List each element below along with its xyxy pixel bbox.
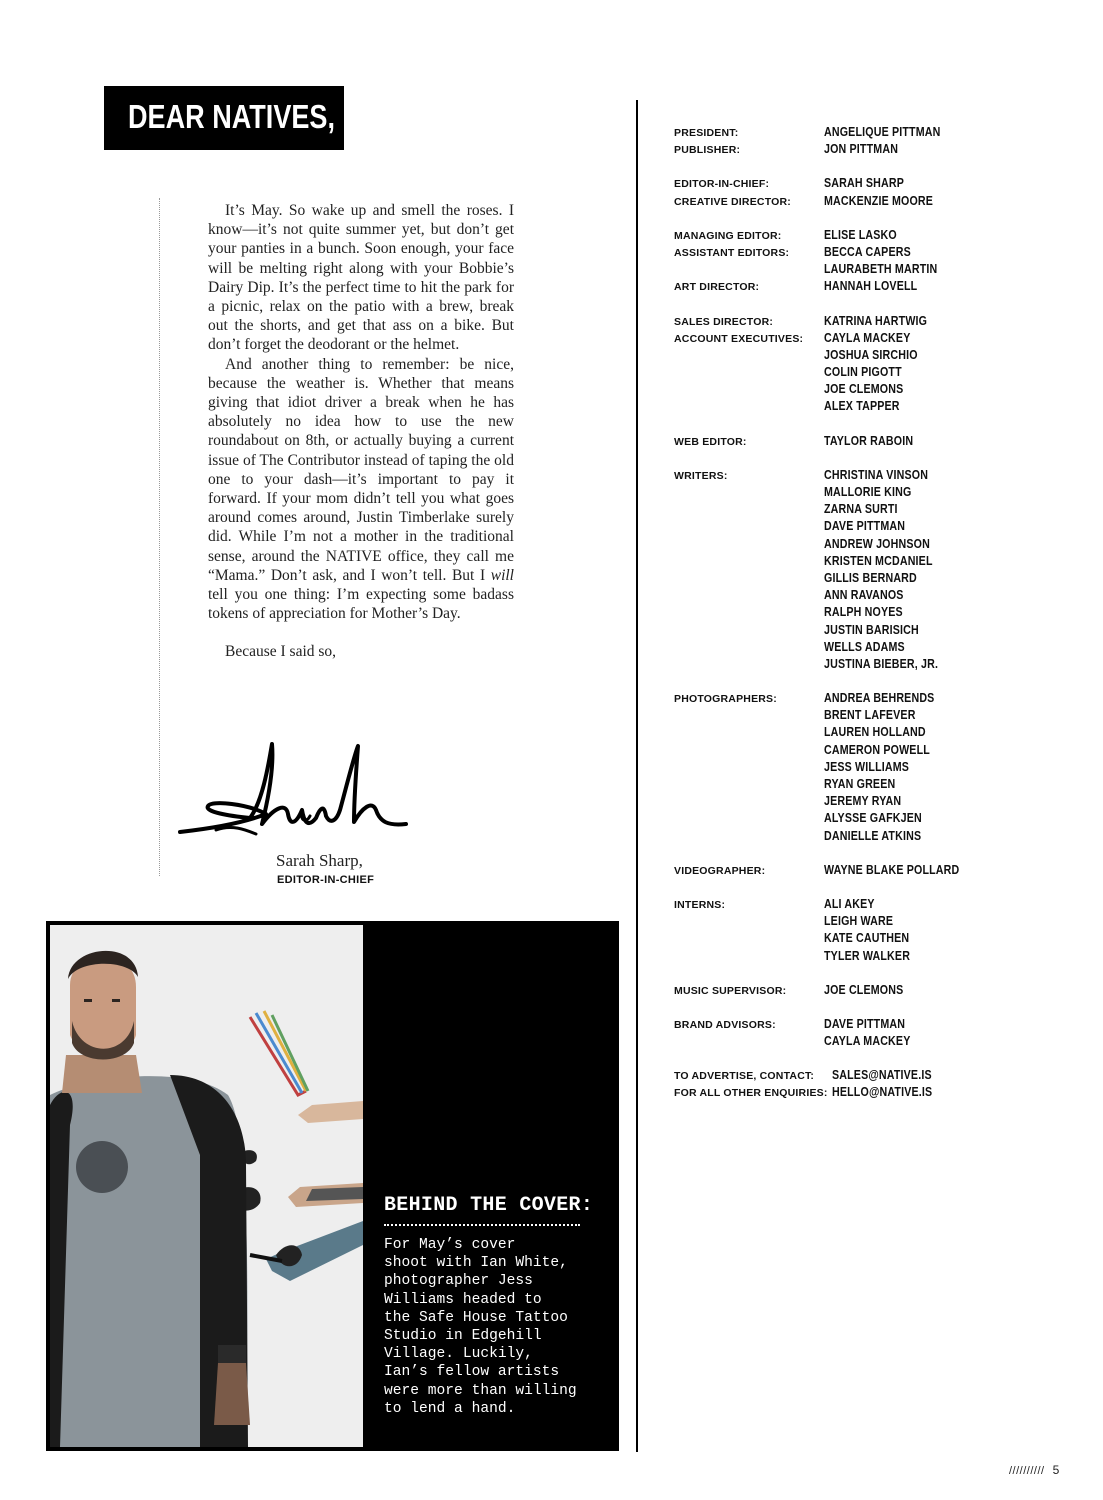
masthead-row: [674, 381, 1004, 398]
masthead-name: LAURABETH MARTIN: [824, 261, 938, 277]
masthead-group: [674, 982, 1004, 999]
masthead-name: BECCA CAPERS: [824, 243, 911, 259]
masthead-name: JOSHUA SIRCHIO: [824, 346, 918, 362]
masthead-row: [674, 1067, 1004, 1084]
header-banner: [104, 86, 344, 150]
masthead-role: TO ADVERTISE, CONTACT:: [674, 1070, 815, 1083]
masthead-row: [674, 570, 1004, 587]
masthead-row: [674, 433, 1004, 450]
masthead-row: [674, 244, 1004, 261]
masthead-row: [674, 793, 1004, 810]
masthead-name: SARAH SHARP: [824, 175, 904, 191]
masthead-group: [674, 124, 1004, 158]
masthead-contact: [674, 1067, 1004, 1101]
masthead-group: [674, 227, 1004, 296]
cover-caption: For May’s cover shoot with Ian White, photographer Jess Williams headed to the Safe House Tattoo Studio in Edgehill Village. Luckily, Ian’s fellow artists were more than willing to lend a hand.: [384, 1237, 577, 1417]
masthead-role: PRESIDENT:: [674, 127, 739, 139]
masthead-row: [674, 330, 1004, 347]
masthead-role: PHOTOGRAPHERS:: [674, 693, 777, 706]
masthead-name: JOE CLEMONS: [824, 981, 904, 997]
masthead-role: BRAND ADVISORS:: [674, 1018, 776, 1031]
masthead: [674, 124, 1004, 1119]
masthead-row: [674, 501, 1004, 518]
masthead-row: [674, 278, 1004, 295]
masthead-name: GILLIS BERNARD: [824, 569, 917, 585]
masthead-name: ANN RAVANOS: [824, 587, 904, 603]
masthead-role: WEB EDITOR:: [674, 435, 747, 448]
editor-letter: [208, 201, 514, 662]
cover-photo: [50, 925, 363, 1447]
letter-paragraph-2: [208, 355, 514, 624]
masthead-name: ALI AKEY: [824, 895, 875, 911]
masthead-row: [674, 828, 1004, 845]
cover-photo-illustration: [50, 925, 363, 1447]
masthead-name: HELLO@NATIVE.IS: [832, 1084, 933, 1100]
masthead-role: SALES DIRECTOR:: [674, 315, 774, 328]
footer-slashes: //////////: [1009, 1465, 1045, 1477]
masthead-group: [674, 896, 1004, 965]
masthead-row: [674, 484, 1004, 501]
masthead-row: [674, 587, 1004, 604]
masthead-name: JUSTIN BARISICH: [824, 621, 919, 637]
masthead-row: [674, 810, 1004, 827]
masthead-group: [674, 1016, 1004, 1050]
masthead-role: INTERNS:: [674, 898, 726, 911]
masthead-role: WRITERS:: [674, 469, 728, 482]
masthead-row: [674, 948, 1004, 965]
masthead-name: LAUREN HOLLAND: [824, 724, 926, 740]
masthead-name: JOE CLEMONS: [824, 381, 904, 397]
masthead-row: [674, 913, 1004, 930]
masthead-role: ART DIRECTOR:: [674, 281, 760, 294]
masthead-name: RYAN GREEN: [824, 776, 896, 791]
masthead-name: MACKENZIE MOORE: [824, 192, 934, 208]
page-number: 5: [1052, 1463, 1060, 1477]
masthead-role: ACCOUNT EXECUTIVES:: [674, 332, 804, 345]
masthead-name: CAYLA MACKEY: [824, 329, 911, 345]
masthead-name: WAYNE BLAKE POLLARD: [824, 861, 960, 877]
column-divider: [636, 100, 638, 1452]
masthead-row: [674, 193, 1004, 210]
letter-dotted-rule: [159, 198, 160, 876]
masthead-name: JUSTINA BIEBER, JR.: [824, 655, 939, 671]
masthead-name: CAYLA MACKEY: [824, 1033, 911, 1049]
masthead-name: ANGELIQUE PITTMAN: [824, 124, 941, 139]
letter-paragraph-2-end: tell you one thing: I’m expecting some badass tokens of appreciation for Mother’s Day.: [208, 586, 514, 623]
masthead-name: BRENT LAFEVER: [824, 707, 916, 723]
masthead-name: ZARNA SURTI: [824, 501, 898, 517]
masthead-name: DAVE PITTMAN: [824, 1015, 906, 1031]
masthead-row: [674, 896, 1004, 913]
masthead-name: SALES@NATIVE.IS: [832, 1067, 932, 1083]
masthead-row: [674, 930, 1004, 947]
masthead-name: JESS WILLIAMS: [824, 758, 910, 774]
masthead-row: [674, 690, 1004, 707]
signature-name: Sarah Sharp,: [276, 851, 363, 870]
masthead-name: KRISTEN MCDANIEL: [824, 552, 933, 568]
signature-title: EDITOR-IN-CHIEF: [277, 874, 375, 886]
masthead-row: [674, 467, 1004, 484]
masthead-row: [674, 622, 1004, 639]
masthead-role: PUBLISHER:: [674, 144, 741, 157]
masthead-name: CHRISTINA VINSON: [824, 466, 929, 482]
cover-dotted-divider: [384, 1224, 580, 1226]
masthead-name: KATRINA HARTWIG: [824, 312, 928, 328]
masthead-group: [674, 690, 1004, 845]
masthead-group: [674, 862, 1004, 879]
masthead-row: [674, 862, 1004, 879]
masthead-name: JON PITTMAN: [824, 141, 899, 157]
masthead-row: [674, 639, 1004, 656]
masthead-row: [674, 1033, 1004, 1050]
masthead-name: LEIGH WARE: [824, 913, 894, 929]
masthead-name: MALLORIE KING: [824, 484, 912, 499]
signature-image: [176, 738, 408, 838]
masthead-group: [674, 433, 1004, 450]
masthead-name: COLIN PIGOTT: [824, 364, 902, 380]
page-title: DEAR NATIVES,: [128, 98, 335, 135]
masthead-row: [674, 141, 1004, 158]
masthead-row: [674, 364, 1004, 381]
masthead-row: [674, 656, 1004, 673]
masthead-role: ASSISTANT EDITORS:: [674, 246, 790, 259]
masthead-row: [674, 1084, 1004, 1101]
masthead-name: DANIELLE ATKINS: [824, 827, 922, 843]
masthead-row: [674, 982, 1004, 999]
masthead-row: [674, 707, 1004, 724]
masthead-name: ALYSSE GAFKJEN: [824, 810, 922, 826]
masthead-name: KATE CAUTHEN: [824, 930, 910, 946]
masthead-row: [674, 124, 1004, 141]
masthead-row: [674, 742, 1004, 759]
masthead-row: [674, 604, 1004, 621]
masthead-name: ANDREW JOHNSON: [824, 535, 930, 551]
masthead-row: [674, 518, 1004, 535]
masthead-name: DAVE PITTMAN: [824, 518, 906, 534]
masthead-row: [674, 724, 1004, 741]
cover-heading: BEHIND THE COVER:: [384, 1194, 594, 1217]
masthead-row: [674, 1016, 1004, 1033]
masthead-row: [674, 776, 1004, 793]
masthead-row: [674, 227, 1004, 244]
masthead-name: HANNAH LOVELL: [824, 278, 918, 294]
letter-signoff: Because I said so,: [225, 643, 337, 661]
masthead-name: ELISE LASKO: [824, 226, 897, 242]
masthead-group: [674, 175, 1004, 209]
masthead-row: [674, 553, 1004, 570]
letter-paragraph-1: It’s May. So wake up and smell the roses. I know—it’s not quite summer yet, but don’t get your panties in a bunch. Soon enough, your face will be melting right along with your Bobbie’s Dairy Dip. It’s the perfect time to hit the park for a picnic, relax on the patio with a brew, break out the shorts, and get that ass on a bike. But don’t forget the deodorant or the helmet.: [208, 202, 514, 354]
masthead-name: TYLER WALKER: [824, 947, 911, 963]
masthead-role: EDITOR-IN-CHIEF:: [674, 178, 770, 191]
masthead-row: [674, 261, 1004, 278]
masthead-row: [674, 347, 1004, 364]
letter-paragraph-2-start: And another thing to remember: be nice, because the weather is. Whether that means giving that idiot driver a break when he has absolutely no idea how to use the new roundabout on 8th, or actually buying a current issue of The Contributor instead of taping the old one to your dash—it’s important to pay it forward. If your mom didn’t tell you what goes around comes around, Justin Timberlake surely did. While I’m not a mother in the traditional sense, around the NATIVE office, they call me “Mama.” Don’t ask, and I won’t tell. But I: [208, 355, 514, 584]
masthead-row: [674, 313, 1004, 330]
masthead-role: MUSIC SUPERVISOR:: [674, 984, 787, 997]
masthead-row: [674, 759, 1004, 776]
masthead-row: [674, 536, 1004, 553]
masthead-name: WELLS ADAMS: [824, 638, 905, 654]
masthead-name: ANDREA BEHRENDS: [824, 690, 935, 706]
masthead-group: [674, 467, 1004, 673]
masthead-role: FOR ALL OTHER ENQUIRIES:: [674, 1087, 828, 1100]
masthead-row: [674, 175, 1004, 192]
masthead-group: [674, 313, 1004, 416]
masthead-role: MANAGING EDITOR:: [674, 229, 782, 242]
masthead-name: ALEX TAPPER: [824, 398, 900, 414]
masthead-name: TAYLOR RABOIN: [824, 432, 914, 448]
masthead-name: JEREMY RYAN: [824, 793, 902, 809]
masthead-name: RALPH NOYES: [824, 604, 903, 620]
masthead-role: CREATIVE DIRECTOR:: [674, 195, 791, 208]
masthead-name: CAMERON POWELL: [824, 741, 930, 757]
masthead-role: VIDEOGRAPHER:: [674, 864, 766, 877]
masthead-row: [674, 398, 1004, 415]
letter-emphasis: will: [490, 566, 514, 584]
page-footer: [1009, 1463, 1060, 1477]
